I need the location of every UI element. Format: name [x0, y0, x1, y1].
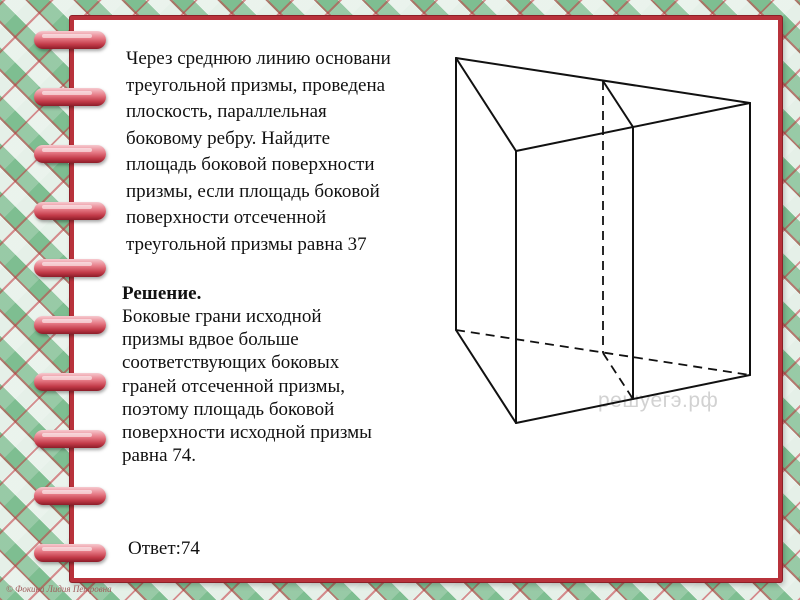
prism-edge: [456, 330, 516, 423]
author-credit: © Фокина Лидия Петровна: [6, 584, 112, 594]
section-edge: [603, 81, 633, 127]
problem-text: Через среднюю линию основани треугольной призмы, проведена плоскость, параллельная боковому ребру. Найдите площадь боковой поверхности призмы, если площадь боковой поверхности отсеченной треугольной призмы равна 37: [126, 48, 391, 255]
solution-heading: Решение.: [122, 283, 202, 304]
answer-text: Ответ:74: [128, 538, 200, 559]
solution-text: Боковые грани исходной призмы вдвое больше соответствующих боковых граней отсеченной призмы, поэтому площадь боковой поверхности исходной призмы равна 74.: [122, 306, 372, 467]
prism-edge: [456, 58, 516, 151]
hidden-edge: [603, 353, 633, 399]
watermark: решуегэ.рф: [598, 389, 719, 412]
